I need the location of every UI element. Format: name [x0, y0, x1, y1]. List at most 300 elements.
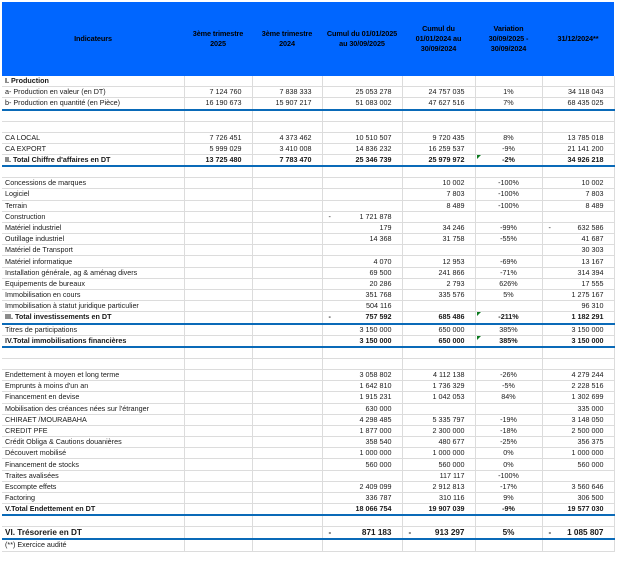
cell-q3-2024	[252, 200, 322, 211]
cell-value: -99%	[500, 222, 517, 232]
cell-q3-2025	[184, 481, 252, 492]
cell-q3-2024	[252, 132, 322, 143]
cell-variation	[475, 211, 542, 222]
cell-row-label	[2, 403, 184, 414]
blank-row	[2, 121, 614, 132]
cell-value: 24 757 035	[428, 87, 465, 97]
cell-value: CA EXPORT	[5, 143, 47, 153]
cell-value: 685 486	[438, 312, 465, 322]
table-row	[2, 76, 614, 87]
cell-variation	[475, 347, 542, 359]
cell-q3-2024	[252, 381, 322, 392]
cell-q3-2024	[252, 347, 322, 359]
cell-year-2024	[542, 515, 614, 527]
cell-q3-2024	[252, 369, 322, 380]
cell-variation	[475, 448, 542, 459]
cell-cumul-2025	[322, 290, 402, 301]
cell-value: 4 112 138	[433, 370, 465, 380]
cell-year-2024	[542, 414, 614, 425]
cell-value: Financement en devise	[5, 392, 80, 402]
cell-row-label	[2, 301, 184, 312]
cell-row-label	[2, 76, 184, 87]
cell-cumul-2024	[402, 481, 475, 492]
cell-value: 12 953	[442, 256, 465, 266]
cell-year-2024	[542, 154, 614, 166]
cell-value: CHIRAET /MOURABAHA	[5, 414, 87, 424]
cell-q3-2024	[252, 189, 322, 200]
cell-value: 335 576	[438, 290, 465, 300]
cell-q3-2025	[184, 278, 252, 289]
cell-q3-2025	[184, 178, 252, 189]
cell-q3-2025	[184, 403, 252, 414]
cell-row-label	[2, 98, 184, 110]
table-row	[2, 189, 614, 200]
cell-cumul-2025	[322, 278, 402, 289]
cell-cumul-2024	[402, 278, 475, 289]
cell-variation	[475, 381, 542, 392]
cell-value: 10 002	[442, 178, 465, 188]
cell-value: -5%	[502, 381, 515, 391]
table-row	[2, 381, 614, 392]
cell-cumul-2024	[402, 403, 475, 414]
cell-value: 630 000	[365, 403, 392, 413]
cell-q3-2025	[184, 222, 252, 233]
cell-value: -100%	[498, 189, 519, 199]
cell-value: Matériel industriel	[5, 222, 62, 232]
cell-value: 480 677	[438, 437, 465, 447]
cell-value: 2 500 000	[571, 425, 604, 435]
cell-row-label	[2, 312, 184, 324]
cell-variation	[475, 132, 542, 143]
cell-value: -9%	[502, 504, 515, 514]
cell-q3-2024	[252, 392, 322, 403]
negative-sign: -	[328, 211, 331, 221]
cell-year-2024	[542, 278, 614, 289]
cell-value: 69 500	[369, 267, 392, 277]
table-row	[2, 245, 614, 256]
cell-value: 871 183	[361, 527, 392, 537]
cell-value: Immobilisation en cours	[5, 290, 81, 300]
cell-value: 385%	[499, 324, 518, 334]
cell-q3-2025	[184, 234, 252, 245]
table-row	[2, 448, 614, 459]
cell-value: -211%	[498, 312, 519, 322]
cell-year-2024	[542, 245, 614, 256]
cell-row-label	[2, 515, 184, 527]
cell-value: 2 409 099	[359, 481, 392, 491]
cell-row-label	[2, 437, 184, 448]
cell-cumul-2025	[322, 381, 402, 392]
cell-year-2024	[542, 166, 614, 178]
cell-year-2024	[542, 425, 614, 436]
cell-variation	[475, 527, 542, 540]
cell-year-2024	[542, 110, 614, 122]
cell-value: 13 785 018	[567, 132, 604, 142]
cell-cumul-2024	[402, 178, 475, 189]
cell-value: 7 803	[585, 189, 604, 199]
cell-value: 1 877 000	[359, 425, 392, 435]
cell-cumul-2024	[402, 211, 475, 222]
negative-sign: -	[548, 527, 552, 537]
cell-value: -2%	[502, 155, 515, 165]
cell-value: 68 435 025	[567, 98, 604, 108]
cell-value: 16 190 673	[205, 98, 242, 108]
cell-cumul-2025	[322, 437, 402, 448]
cell-row-label	[2, 459, 184, 470]
cell-q3-2024	[252, 234, 322, 245]
cell-value: 7%	[503, 98, 514, 108]
cell-value: -69%	[500, 256, 517, 266]
negative-sign: -	[408, 527, 412, 537]
cell-value: Traites avalisées	[5, 470, 59, 480]
cell-q3-2025	[184, 369, 252, 380]
cell-cumul-2025	[322, 504, 402, 516]
cell-year-2024	[542, 527, 614, 540]
cell-variation	[475, 403, 542, 414]
cell-q3-2024	[252, 211, 322, 222]
cell-value: 47 627 516	[428, 98, 465, 108]
cell-q3-2024	[252, 256, 322, 267]
cell-q3-2024	[252, 425, 322, 436]
cell-year-2024	[542, 189, 614, 200]
cell-variation	[475, 392, 542, 403]
cell-value: 4 279 244	[571, 370, 604, 380]
cell-cumul-2024	[402, 200, 475, 211]
cell-row-label	[2, 166, 184, 178]
cell-value: -9%	[502, 143, 515, 153]
cell-value: 51 083 002	[355, 98, 392, 108]
cell-year-2024	[542, 539, 614, 551]
cell-q3-2024	[252, 110, 322, 122]
cell-value: 179	[379, 222, 392, 232]
cell-variation	[475, 470, 542, 481]
cell-cumul-2024	[402, 121, 475, 132]
cell-q3-2024	[252, 470, 322, 481]
cell-row-label	[2, 324, 184, 336]
cell-cumul-2025	[322, 369, 402, 380]
cell-value: Logiciel	[5, 189, 30, 199]
cell-variation	[475, 425, 542, 436]
cell-q3-2025	[184, 110, 252, 122]
cell-value: 17 555	[581, 278, 604, 288]
cell-cumul-2025	[322, 222, 402, 233]
cell-q3-2024	[252, 515, 322, 527]
cell-value: Endettement à moyen et long terme	[5, 370, 120, 380]
cell-variation	[475, 178, 542, 189]
cell-cumul-2025	[322, 121, 402, 132]
cell-row-label	[2, 392, 184, 403]
cell-row-label	[2, 369, 184, 380]
cell-row-label	[2, 178, 184, 189]
cell-value: 14 836 232	[355, 143, 392, 153]
cell-cumul-2025	[322, 110, 402, 122]
cell-q3-2024	[252, 312, 322, 324]
cell-value: Installation générale, ag & aménag divers	[5, 267, 138, 277]
cell-q3-2024	[252, 414, 322, 425]
cell-value: 335 000	[577, 403, 604, 413]
cell-cumul-2025	[322, 448, 402, 459]
cell-year-2024	[542, 87, 614, 98]
cell-cumul-2025	[322, 178, 402, 189]
cell-value: -100%	[498, 178, 519, 188]
cell-value: Matériel de Transport	[5, 245, 73, 255]
cell-q3-2025	[184, 132, 252, 143]
table-row	[2, 178, 614, 189]
table-row	[2, 222, 614, 233]
cell-value: 1 000 000	[571, 448, 604, 458]
header-variation: Variation 30/09/2025 - 30/09/2024	[475, 2, 542, 76]
cell-q3-2025	[184, 166, 252, 178]
cell-value: 8 489	[446, 200, 465, 210]
cell-q3-2025	[184, 290, 252, 301]
cell-row-label	[2, 222, 184, 233]
cell-row-label	[2, 527, 184, 540]
cell-value: 2 300 000	[432, 425, 465, 435]
cell-variation	[475, 143, 542, 154]
cell-value: 16 259 537	[428, 143, 465, 153]
cell-q3-2025	[184, 414, 252, 425]
cell-value: 5 335 797	[432, 414, 465, 424]
cell-value: 13 167	[581, 256, 604, 266]
cell-variation	[475, 324, 542, 336]
cell-q3-2024	[252, 403, 322, 414]
cell-cumul-2024	[402, 470, 475, 481]
cell-value: 7 726 451	[209, 132, 242, 142]
cell-value: 1 915 231	[359, 392, 392, 402]
cell-value: 1%	[503, 87, 514, 97]
cell-q3-2024	[252, 527, 322, 540]
cell-value: 25 346 739	[355, 155, 392, 165]
cell-cumul-2024	[402, 347, 475, 359]
cell-cumul-2024	[402, 539, 475, 551]
header-row	[2, 2, 614, 76]
cell-value: -25%	[500, 437, 517, 447]
cell-year-2024	[542, 481, 614, 492]
cell-value: -19%	[500, 414, 517, 424]
cell-value: -100%	[498, 470, 519, 480]
indicators-table	[2, 2, 615, 552]
cell-cumul-2025	[322, 245, 402, 256]
cell-value: Matériel informatique	[5, 256, 73, 266]
cell-year-2024	[542, 437, 614, 448]
cell-cumul-2025	[322, 166, 402, 178]
cell-q3-2025	[184, 335, 252, 347]
cell-q3-2025	[184, 381, 252, 392]
cell-year-2024	[542, 335, 614, 347]
cell-cumul-2025	[322, 200, 402, 211]
cell-cumul-2025	[322, 154, 402, 166]
cell-value: 20 286	[369, 278, 392, 288]
cell-q3-2025	[184, 267, 252, 278]
table-row	[2, 87, 614, 98]
cell-cumul-2025	[322, 211, 402, 222]
cell-value: 560 000	[577, 459, 604, 469]
cell-row-label	[2, 121, 184, 132]
cell-cumul-2024	[402, 504, 475, 516]
cell-variation	[475, 290, 542, 301]
cell-value: 626%	[499, 278, 518, 288]
cell-row-label	[2, 245, 184, 256]
cell-q3-2025	[184, 256, 252, 267]
cell-value: 356 375	[577, 437, 604, 447]
cell-q3-2024	[252, 437, 322, 448]
cell-cumul-2025	[322, 267, 402, 278]
cell-value: 10 510 507	[355, 132, 392, 142]
cell-cumul-2025	[322, 358, 402, 369]
cell-value: 21 141 200	[567, 143, 604, 153]
cell-cumul-2025	[322, 234, 402, 245]
cell-variation	[475, 256, 542, 267]
cell-value: Financement de stocks	[5, 459, 79, 469]
cell-q3-2024	[252, 290, 322, 301]
cell-row-label	[2, 470, 184, 481]
cell-q3-2025	[184, 527, 252, 540]
cell-cumul-2024	[402, 459, 475, 470]
cell-q3-2024	[252, 448, 322, 459]
cell-q3-2024	[252, 98, 322, 110]
cell-q3-2024	[252, 539, 322, 551]
cell-year-2024	[542, 369, 614, 380]
cell-cumul-2024	[402, 98, 475, 110]
cell-value: 31 758	[442, 234, 465, 244]
cell-row-label	[2, 493, 184, 504]
cell-year-2024	[542, 459, 614, 470]
cell-q3-2024	[252, 301, 322, 312]
header-cumul-2024: Cumul du 01/01/2024 au 30/09/2024	[402, 2, 475, 76]
cell-value: -100%	[498, 200, 519, 210]
cell-value: 1 642 810	[359, 381, 392, 391]
cell-value: Outillage industriel	[5, 234, 65, 244]
cell-q3-2024	[252, 459, 322, 470]
cell-value: IV.Total immobilisations financières	[5, 335, 127, 345]
cell-row-label	[2, 504, 184, 516]
cell-row-label	[2, 110, 184, 122]
cell-value: 3 150 000	[571, 335, 604, 345]
table-row	[2, 403, 614, 414]
negative-sign: -	[328, 527, 332, 537]
header-indicateurs: Indicateurs	[2, 2, 184, 76]
cell-cumul-2024	[402, 392, 475, 403]
cell-cumul-2024	[402, 166, 475, 178]
cell-variation	[475, 437, 542, 448]
cell-value: 4 298 485	[359, 414, 392, 424]
cell-cumul-2025	[322, 470, 402, 481]
cell-q3-2025	[184, 493, 252, 504]
cell-q3-2024	[252, 245, 322, 256]
cell-cumul-2024	[402, 301, 475, 312]
negative-sign: -	[548, 222, 551, 232]
cell-year-2024	[542, 178, 614, 189]
cell-q3-2024	[252, 493, 322, 504]
cell-row-label	[2, 154, 184, 166]
blank-row	[2, 110, 614, 122]
cell-q3-2025	[184, 425, 252, 436]
cell-value: -26%	[500, 370, 517, 380]
cell-q3-2024	[252, 87, 322, 98]
cell-cumul-2024	[402, 335, 475, 347]
cell-value: 650 000	[438, 324, 465, 334]
cell-variation	[475, 504, 542, 516]
cell-year-2024	[542, 358, 614, 369]
cell-value: 9%	[503, 493, 514, 503]
cell-year-2024	[542, 448, 614, 459]
cell-row-label	[2, 347, 184, 359]
table-row	[2, 527, 614, 540]
cell-cumul-2025	[322, 481, 402, 492]
cell-value: 15 907 217	[275, 98, 312, 108]
cell-value: 310 116	[439, 493, 465, 503]
cell-cumul-2025	[322, 256, 402, 267]
cell-value: II. Total Chiffre d'affaires en DT	[5, 155, 111, 165]
table-row	[2, 369, 614, 380]
cell-cumul-2024	[402, 414, 475, 425]
cell-q3-2025	[184, 459, 252, 470]
cell-cumul-2025	[322, 493, 402, 504]
cell-cumul-2024	[402, 234, 475, 245]
cell-cumul-2025	[322, 392, 402, 403]
cell-cumul-2024	[402, 189, 475, 200]
cell-variation	[475, 515, 542, 527]
cell-value: 2 793	[446, 278, 465, 288]
cell-value: 1 000 000	[359, 448, 392, 458]
cell-cumul-2024	[402, 381, 475, 392]
cell-cumul-2024	[402, 132, 475, 143]
cell-value: (**) Exercice audité	[5, 540, 67, 550]
cell-year-2024	[542, 98, 614, 110]
cell-variation	[475, 493, 542, 504]
cell-value: 14 368	[369, 234, 392, 244]
cell-value: Escompte effets	[5, 481, 57, 491]
negative-sign: -	[328, 312, 331, 322]
cell-q3-2025	[184, 515, 252, 527]
cell-year-2024	[542, 470, 614, 481]
cell-row-label	[2, 200, 184, 211]
cell-variation	[475, 414, 542, 425]
cell-row-label	[2, 335, 184, 347]
cell-variation	[475, 87, 542, 98]
blank-row	[2, 166, 614, 178]
cell-value: Construction	[5, 211, 46, 221]
blank-row	[2, 358, 614, 369]
cell-row-label	[2, 132, 184, 143]
cell-value: 30 303	[581, 245, 604, 255]
cell-year-2024	[542, 200, 614, 211]
cell-q3-2024	[252, 481, 322, 492]
cell-value: 7 783 470	[279, 155, 312, 165]
cell-value: Factoring	[5, 493, 35, 503]
cell-q3-2024	[252, 504, 322, 516]
cell-value: 5%	[502, 527, 515, 537]
table-row	[2, 470, 614, 481]
blank-row	[2, 515, 614, 527]
cell-variation	[475, 312, 542, 324]
cell-q3-2025	[184, 189, 252, 200]
cell-value: 1 275 167	[571, 290, 604, 300]
cell-value: 0%	[503, 459, 514, 469]
cell-cumul-2024	[402, 324, 475, 336]
cell-cumul-2025	[322, 425, 402, 436]
cell-value: Mobilisation des créances nées sur l'étranger	[5, 403, 149, 413]
table-row	[2, 425, 614, 436]
cell-value: 560 000	[438, 459, 465, 469]
cell-q3-2024	[252, 358, 322, 369]
cell-value: V.Total Endettement en DT	[5, 504, 96, 514]
cell-q3-2025	[184, 245, 252, 256]
cell-value: 8 489	[585, 200, 604, 210]
cell-value: 3 148 050	[571, 414, 604, 424]
cell-value: 96 310	[581, 301, 604, 311]
cell-variation	[475, 200, 542, 211]
